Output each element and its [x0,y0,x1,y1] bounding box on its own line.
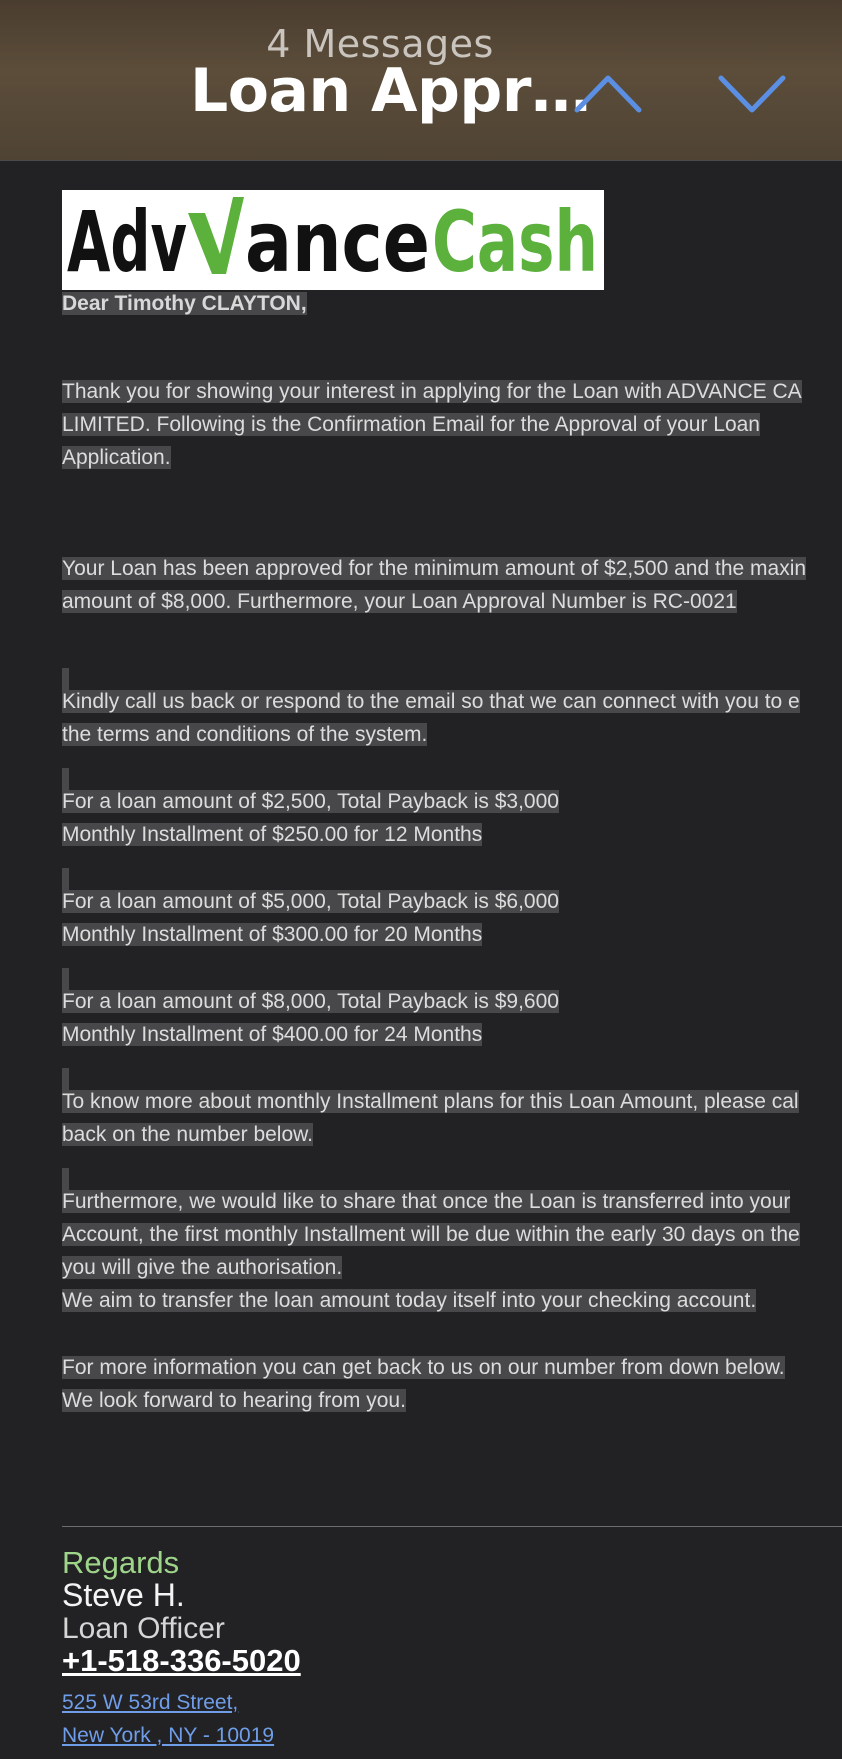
body-line: Application. [62,446,171,469]
email-body [0,161,842,1759]
address-link-line2[interactable]: New York , NY - 10019 [62,1724,275,1747]
message-header [0,0,842,161]
svg-text:ance: ance [245,193,430,291]
signature-phone-link[interactable]: +1-518-336-5020 [62,1643,301,1678]
body-line: LIMITED. Following is the Confirmation Email for the Approval of your Loan [62,413,760,436]
body-line: Thank you for showing your interest in applying for the Loan with ADVANCE CA [62,380,802,403]
body-line: For a loan amount of $8,000, Total Payback is $9,600 [62,990,559,1013]
signature-name: Steve H. [62,1577,185,1613]
body-line: For a loan amount of $2,500, Total Payback is $3,000 [62,790,559,813]
body-line: Account, the first monthly Installment will be due within the early 30 days on the [62,1223,800,1246]
previous-message-button[interactable] [571,66,645,120]
body-line: the terms and conditions of the system. [62,723,428,746]
logo-check-v-icon [188,197,244,274]
next-message-button[interactable] [715,66,789,120]
chevron-down-icon [715,66,789,120]
address-link-line1[interactable]: 525 W 53rd Street, [62,1691,239,1714]
body-line: you will give the authorisation. [62,1256,343,1279]
body-line: Kindly call us back or respond to the email so that we can connect with you to e [62,690,800,713]
chevron-up-icon [571,66,645,120]
greeting: Dear Timothy CLAYTON, [62,292,307,315]
body-line: amount of $8,000. Furthermore, your Loan Approval Number is RC-0021 [62,590,737,613]
body-line: For more information you can get back to us on our number from down below. [62,1356,785,1379]
email-subject: Loan Appr… [190,56,591,126]
svg-text:Adv: Adv [67,193,187,291]
body-line: Monthly Installment of $300.00 for 20 Months [62,923,483,946]
body-line: Monthly Installment of $400.00 for 24 Months [62,1023,483,1046]
message-count: 4 Messages [266,22,494,66]
signature-divider [62,1526,842,1527]
body-line: To know more about monthly Installment plans for this Loan Amount, please cal [62,1090,799,1113]
signature-title: Loan Officer [62,1612,225,1645]
advancecash-logo [62,190,604,290]
body-line: Furthermore, we would like to share that once the Loan is transferred into your [62,1190,791,1213]
body-line: Monthly Installment of $250.00 for 12 Months [62,823,483,846]
svg-text:Cash: Cash [432,193,598,291]
logo-graphic [62,190,604,290]
body-line: Your Loan has been approved for the minimum amount of $2,500 and the maxin [62,557,807,580]
body-line: We aim to transfer the loan amount today itself into your checking account. [62,1289,757,1312]
body-line: For a loan amount of $5,000, Total Payback is $6,000 [62,890,559,913]
body-line: back on the number below. [62,1123,313,1146]
signature-regards: Regards [62,1545,180,1580]
body-line: We look forward to hearing from you. [62,1389,406,1412]
